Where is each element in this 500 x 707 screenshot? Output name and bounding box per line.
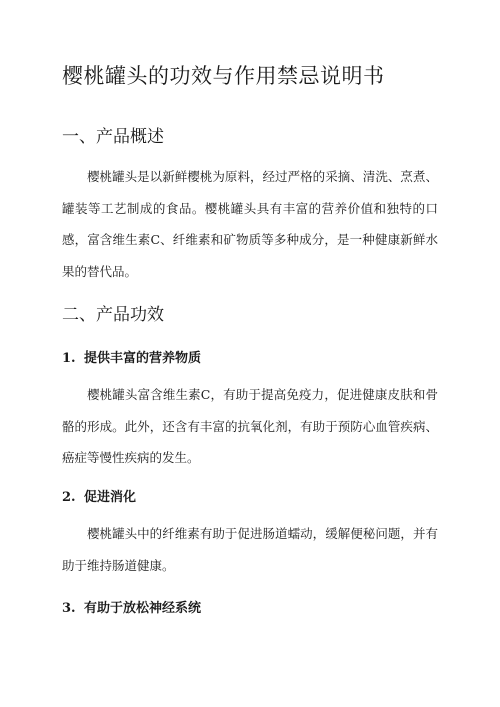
effect-item-3-heading [62,597,201,616]
effect-item-1-paragraph: 樱桃罐头富含维生素C，有助于提高免疫力，促进健康皮肤和骨骼的形成。此外，还含有丰富的抗氧化剂，有助于预防心血管疾病、癌症等慢性疾病的发生。 [62,387,438,465]
document-title: 樱桃罐头的功效与作用禁忌说明书 [62,64,385,88]
section-heading-overview: 一、产品概述 [62,127,164,147]
effect-item-1-title: 提供丰富的营养物质 [84,351,202,366]
effect-item-1-number: 1. [62,351,76,366]
effect-item-2-number: 2. [62,490,76,505]
section-heading-effects: 二、产品功效 [62,305,164,325]
effect-item-2-paragraph: 樱桃罐头中的纤维素有助于促进肠道蠕动，缓解便秘问题，并有助于维持肠道健康。 [62,526,438,573]
overview-paragraph: 樱桃罐头是以新鲜樱桃为原料，经过严格的采摘、清洗、烹煮、罐装等工艺制成的食品。樱桃罐头具有丰富的营养价值和独特的口感，富含维生素C、纤维素和矿物质等多种成分，是一种健康新鲜水果的替代品。 [62,169,438,279]
effect-item-2-title: 促进消化 [84,490,137,505]
effect-item-3-title: 有助于放松神经系统 [84,601,202,616]
effect-item-3-number: 3. [62,601,76,616]
effect-item-2-heading [62,486,136,505]
effect-item-1-heading [62,347,201,366]
